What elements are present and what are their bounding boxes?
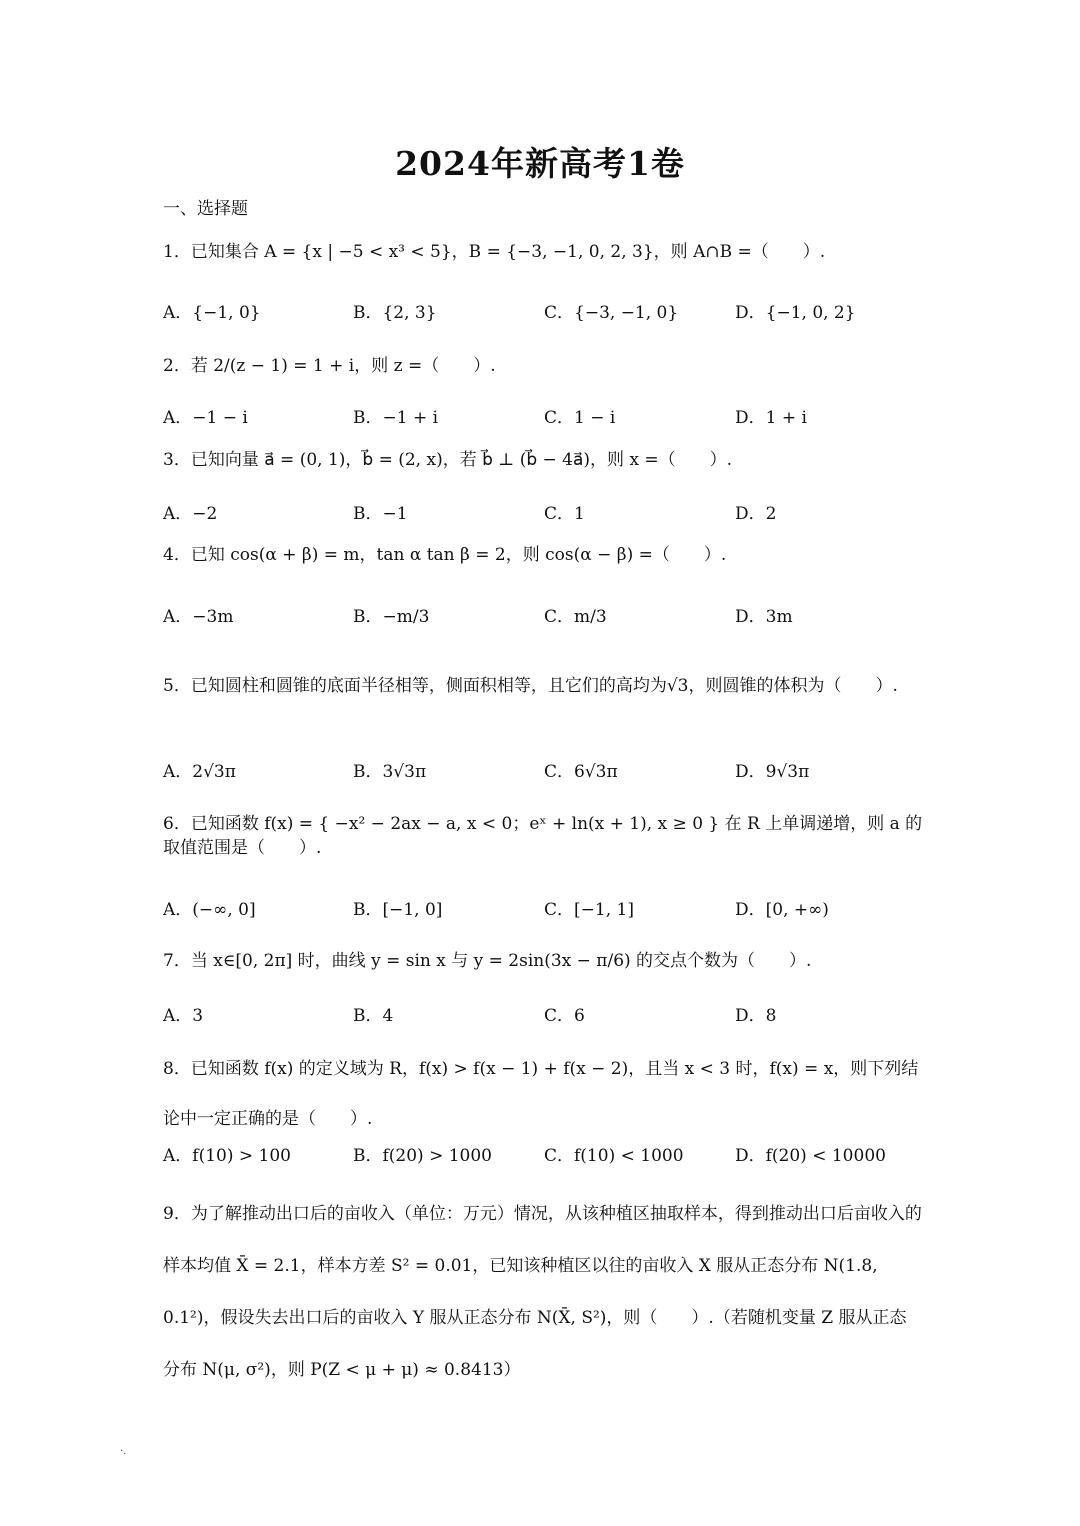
question-7-options [163,1001,923,1027]
option-b: B．−1 + i [353,408,439,428]
option-b: B．{2, 3} [353,303,437,323]
question-8-stem: 8．已知函数 f(x) 的定义域为 R，f(x) > f(x − 1) + f(x − 2)，且当 x < 3 时，f(x) = x，则下列结论中一定正确的是（ ）. [163,1059,919,1129]
scan-mark: ·. [120,1446,127,1457]
option-c: C．6√3π [544,762,618,782]
option-d: D．f(20) < 10000 [735,1146,886,1166]
question-2-stem: 2．若 2/(z − 1) = 1 + i，则 z =（ ）. [163,356,496,376]
option-c: C．6 [544,1006,585,1026]
option-c: C．1 − i [544,408,616,428]
option-d: D．9√3π [735,762,810,782]
option-c: C．[−1, 1] [544,900,634,920]
question-7-stem: 7．当 x∈[0, 2π] 时，曲线 y = sin x 与 y = 2sin(3x − π/6) 的交点个数为（ ）. [163,951,812,971]
question-1-stem: 1．已知集合 A = {x | −5 < x³ < 5}，B = {−3, −1, 0, 2, 3}，则 A∩B =（ ）. [163,242,826,262]
question-3-stem: 3．已知向量 a⃗ = (0, 1)，b⃗ = (2, x)，若 b⃗ ⊥ (b⃗ − 4a⃗)，则 x =（ ）. [163,450,733,470]
option-d: D．{−1, 0, 2} [735,303,856,323]
option-d: D．1 + i [735,408,807,428]
section-heading: 一、选择题 [163,199,248,219]
question-9-stem: 9．为了解推动出口后的亩收入（单位：万元）情况，从该种植区抽取样本，得到推动出口后亩收入的样本均值 X̄ = 2.1，样本方差 S² = 0.01，已知该种植区以往的亩收入 X 服从正态分布 N(1.8, 0.1²)，假设失去出口后的亩收入 Y 服从正态分布 N(X̄, S²)，则（ ）.（若随机变量 Z 服从正态分布 N(μ, σ²)，则 P(Z < μ + μ) ≈ 0.8413） [163,1204,922,1380]
option-a: A．{−1, 0} [163,303,261,323]
question-2-options [163,403,923,429]
option-b: B．−m/3 [353,607,430,627]
option-a: A．−2 [163,504,218,524]
option-a: A．−1 − i [163,408,248,428]
question-8-options [163,1141,923,1167]
option-d: D．[0, +∞) [735,900,829,920]
question-4-stem: 4．已知 cos(α + β) = m，tan α tan β = 2，则 cos(α − β) =（ ）. [163,545,727,565]
option-a: A．−3m [163,607,234,627]
option-c: C．f(10) < 1000 [544,1146,684,1166]
question-6-options [163,895,923,921]
option-a: A．(−∞, 0] [163,900,256,920]
option-b: B．4 [353,1006,394,1026]
option-a: A．2√3π [163,762,236,782]
option-b: B．f(20) > 1000 [353,1146,492,1166]
question-1-options [163,298,923,324]
question-6-stem: 6．已知函数 f(x) = { −x² − 2ax − a, x < 0；eˣ + ln(x + 1), x ≥ 0 } 在 R 上单调递增，则 a 的取值范围是（ ）. [163,814,923,858]
option-b: B．[−1, 0] [353,900,443,920]
option-b: B．−1 [353,504,408,524]
question-5-stem: 5．已知圆柱和圆锥的底面半径相等，侧面积相等，且它们的高均为√3，则圆锥的体积为（ ）. [163,676,898,696]
option-c: C．m/3 [544,607,607,627]
option-c: C．{−3, −1, 0} [544,303,679,323]
option-b: B．3√3π [353,762,427,782]
option-c: C．1 [544,504,585,524]
option-a: A．f(10) > 100 [163,1146,291,1166]
question-3-options [163,499,923,525]
question-5-options [163,757,923,783]
option-d: D．3m [735,607,793,627]
option-d: D．2 [735,504,777,524]
option-d: D．8 [735,1006,777,1026]
page-title: 2024年新高考1卷 [395,144,685,183]
question-4-options [163,602,923,628]
option-a: A．3 [163,1006,204,1026]
